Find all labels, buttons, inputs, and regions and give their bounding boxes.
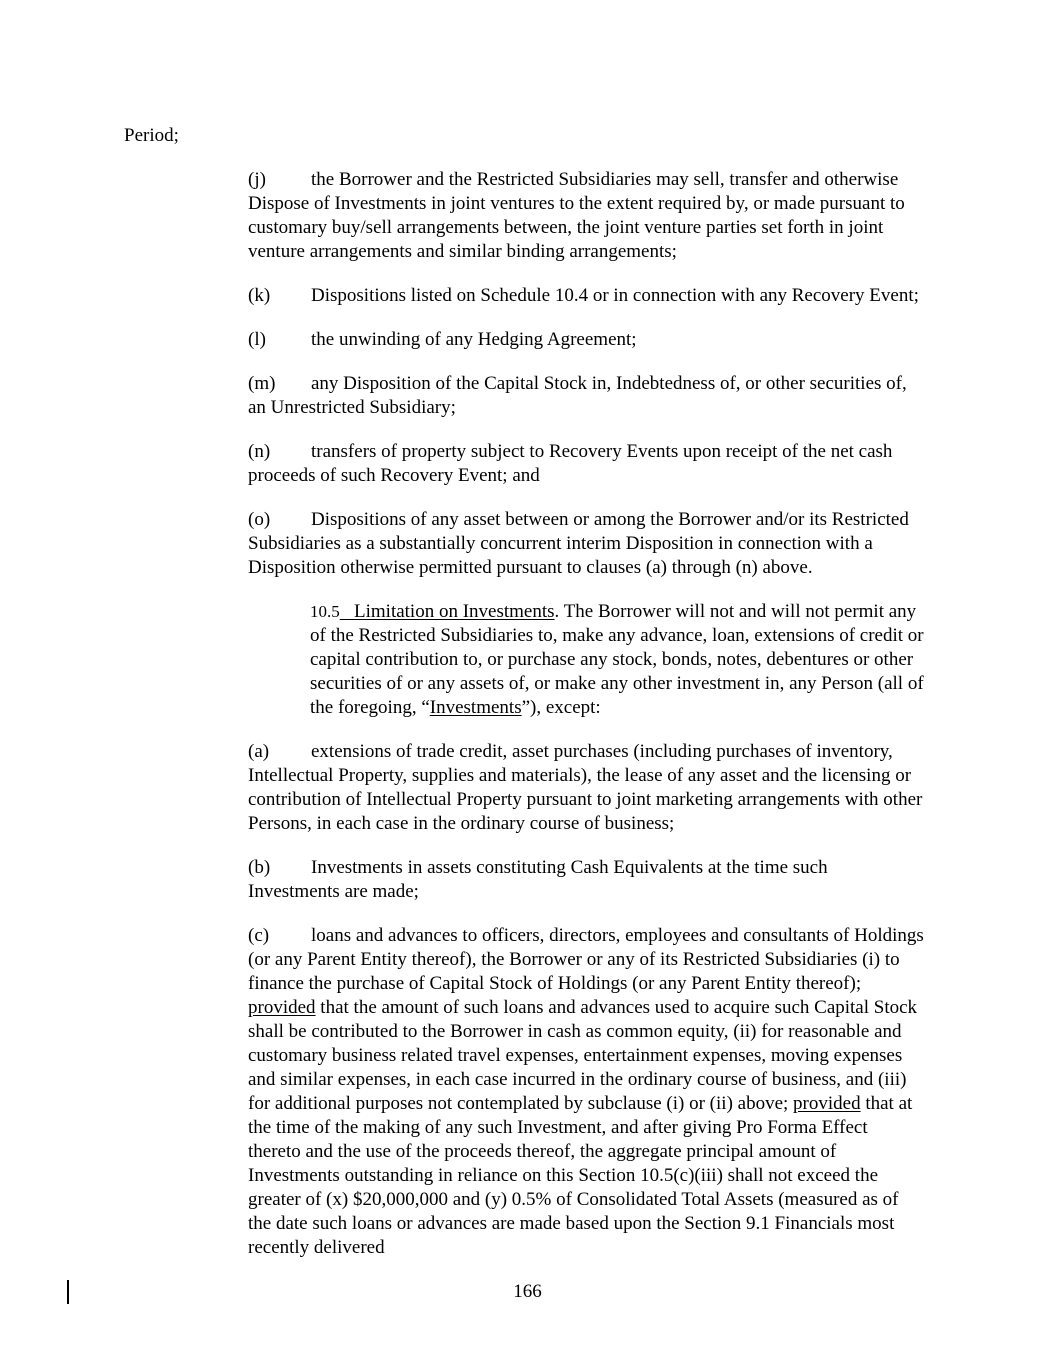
clause-o (124, 508, 924, 580)
clause-label: (l) (248, 329, 266, 350)
clause-label: (c) (248, 925, 270, 946)
proviso-term: provided (793, 1093, 861, 1114)
clause-text-part-3: that at the time of the making of any such Investment, and after giving Pro Forma Effect thereto and the use of the proceeds thereof, the aggregate principal amount of Investments outstanding in reliance on this Section 10.5(c)(iii) shall not exceed the greater of (x) $20,000,000 and (y) 0.5% of Consolidated Total Assets (measured as of the date such loans or advances are made based upon the Section 9.1 Financials most recently delivered (248, 1093, 913, 1258)
clause-label: (j) (248, 169, 266, 190)
clause-text-part-2: that the amount of such loans and advances used to acquire such Capital Stock shall be contributed to the Borrower in cash as common equity, (ii) for reasonable and customary business related travel expenses, entertainment expenses, moving expenses and similar expenses, in each case incurred in the ordinary course of business, and (iii) for additional purposes not contemplated by subclause (i) or (ii) above; (248, 997, 918, 1114)
section-text-before: . The Borrower will not and will not permit any of the Restricted Subsidiaries to, make any advance, loan, extensions of credit or capital contribution to, or purchase any stock, bonds, notes, debentures or other securities of or any assets of, or make any other investment in, any Person (all of the foregoing, “ (310, 601, 924, 718)
section-10-5 (124, 600, 924, 720)
clause-label: (b) (248, 857, 271, 878)
section-text-after: ”), except: (521, 697, 601, 718)
clause-m (124, 372, 924, 420)
section-number: 10.5 (310, 602, 340, 621)
clause-b (124, 856, 924, 904)
page-number: 166 (513, 1281, 542, 1302)
defined-term: Investments (429, 697, 522, 718)
clause-text: Dispositions of any asset between or among the Borrower and/or its Restricted Subsidiaries as a substantially concurrent interim Disposition in connection with a Disposition otherwise permitted pursuant to clauses (a) through (n) above. (248, 509, 909, 578)
clause-text: Investments in assets constituting Cash Equivalents at the time such Investments are made; (248, 857, 828, 902)
clause-n (124, 440, 924, 488)
page-body (124, 124, 924, 1260)
clause-j (124, 168, 924, 264)
clause-label: (n) (248, 441, 271, 462)
clause-text-part-1: loans and advances to officers, directors, employees and consultants of Holdings (or any Parent Entity thereof), the Borrower or any of its Restricted Subsidiaries (i) to finance the purchase of Capital Stock of Holdings (or any Parent Entity thereof); (248, 925, 924, 994)
lead-text: Period; (124, 125, 179, 146)
clause-l (124, 328, 924, 352)
clause-text: the Borrower and the Restricted Subsidiaries may sell, transfer and otherwise Dispose of Investments in joint ventures to the extent required by, or made pursuant to customary buy/sell arrangements between, the joint venture parties set forth in joint venture arrangements and similar binding arrangements; (248, 169, 905, 262)
clause-c (124, 924, 924, 1260)
section-heading: Limitation on Investments (354, 601, 555, 622)
clause-text: extensions of trade credit, asset purchases (including purchases of inventory, Intellectual Property, supplies and materials), the lease of any asset and the licensing or contribution of Intellectual Property pursuant to joint marketing arrangements with other Persons, in each case in the ordinary course of business; (248, 741, 923, 834)
clause-a (124, 740, 924, 836)
clause-text: any Disposition of the Capital Stock in, Indebtedness of, or other securities of, an Unrestricted Subsidiary; (248, 373, 907, 418)
proviso-term: provided (248, 997, 316, 1018)
clause-label: (o) (248, 509, 271, 530)
clause-k (124, 284, 924, 308)
clause-label: (k) (248, 285, 271, 306)
clause-label: (m) (248, 373, 276, 394)
clause-text: Dispositions listed on Schedule 10.4 or in connection with any Recovery Event; (311, 285, 919, 306)
clause-text: transfers of property subject to Recovery Events upon receipt of the net cash proceeds of such Recovery Event; and (248, 441, 893, 486)
clause-text: the unwinding of any Hedging Agreement; (311, 329, 637, 350)
clause-label: (a) (248, 741, 270, 762)
